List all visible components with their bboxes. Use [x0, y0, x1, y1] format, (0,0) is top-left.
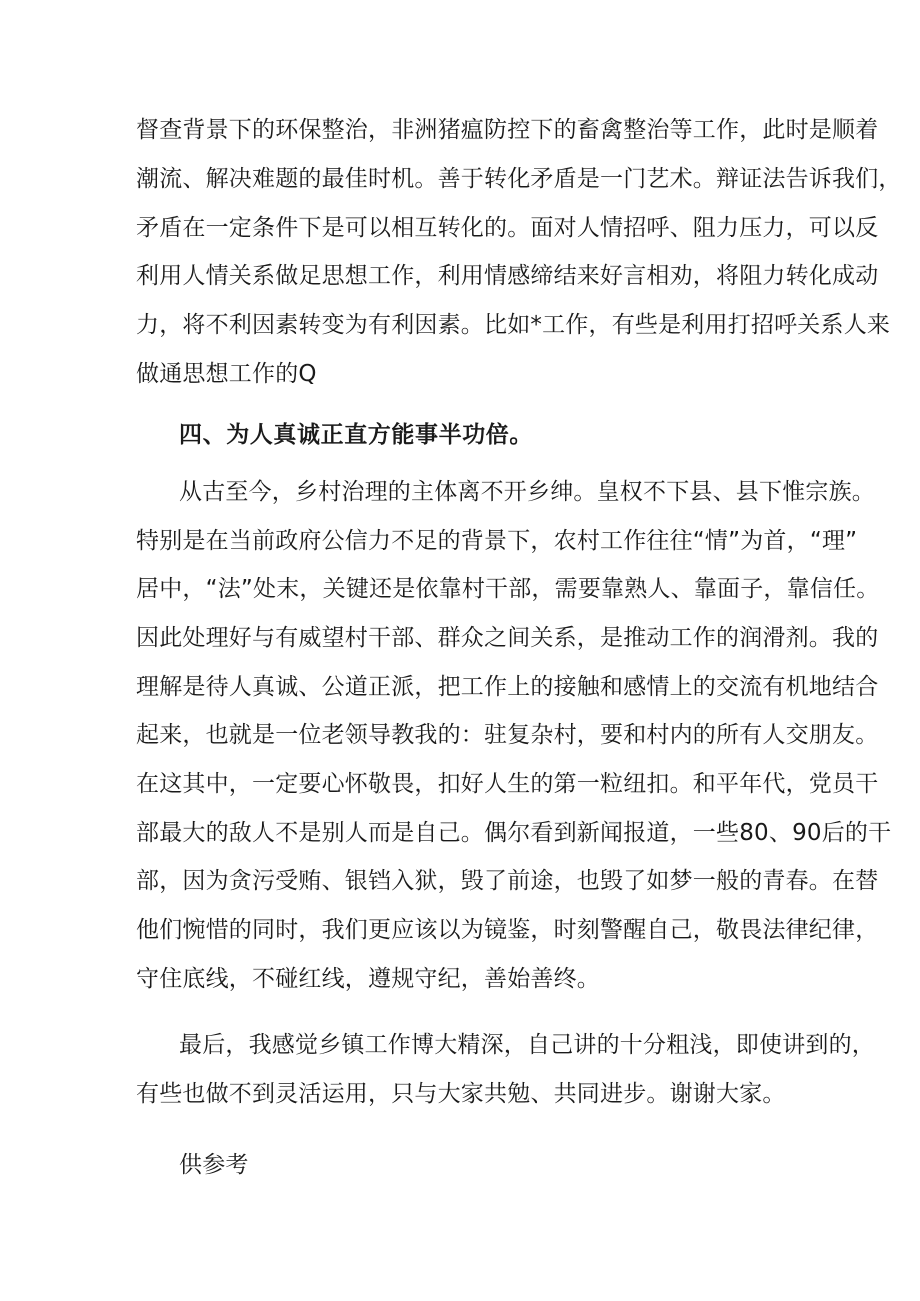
paragraph-line: 起来，也就是一位老领导教我的：驻复杂村，要和村内的所有人交朋友。	[136, 722, 879, 748]
paragraph-line: 从古至今，乡村治理的主体离不开乡绅。皇权不下县、县下惟宗族。	[179, 479, 875, 505]
paragraph-line: 利用人情关系做足思想工作，利用情感缔结来好言相劝，将阻力转化成动	[136, 263, 879, 289]
paragraph-line: 最后，我感觉乡镇工作博大精深，自己讲的十分粗浅，即使讲到的，	[179, 1032, 875, 1058]
closing-note: 供参考	[179, 1152, 249, 1178]
paragraph-line: 督查背景下的环保整治，非洲猪瘟防控下的畜禽整治等工作，此时是顺着	[136, 117, 879, 143]
paragraph-line: 居中，“法”处末，关键还是依靠村干部，需要靠熟人、靠面子，靠信任。	[136, 576, 880, 602]
paragraph-line: 部最大的敌人不是别人而是自己。偶尔看到新闻报道，一些80、90后的干	[136, 820, 892, 846]
paragraph-line: 部，因为贪污受贿、银铛入狱，毁了前途，也毁了如梦一般的青春。在替	[136, 868, 879, 894]
paragraph-line: 特别是在当前政府公信力不足的背景下，农村工作往往“情”为首，“理”	[136, 528, 858, 554]
section-heading: 四、为人真诚正直方能事半功倍。	[179, 422, 533, 448]
paragraph-line: 有些也做不到灵活运用，只与大家共勉、共同进步。谢谢大家。	[136, 1081, 786, 1107]
paragraph-line: 潮流、解决难题的最佳时机。善于转化矛盾是一门艺术。辩证法告诉我们，	[136, 166, 902, 192]
paragraph-line: 矛盾在一定条件下是可以相互转化的。面对人情招呼、阻力压力，可以反	[136, 215, 879, 241]
paragraph-line: 力，将不利因素转变为有利因素。比如*工作，有些是利用打招呼关系人来	[136, 312, 891, 338]
paragraph-line: 他们惋惜的同时，我们更应该以为镜鉴，时刻警醒自己，敬畏法律纪律，	[136, 917, 879, 943]
paragraph-line: 因此处理好与有威望村干部、群众之间关系，是推动工作的润滑剂。我的	[136, 625, 879, 651]
paragraph-line: 在这其中，一定要心怀敬畏，扣好人生的第一粒纽扣。和平年代，党员干	[136, 771, 879, 797]
paragraph-line: 做通思想工作的Q	[136, 361, 317, 387]
paragraph-line: 理解是待人真诚、公道正派，把工作上的接触和感情上的交流有机地结合	[136, 674, 879, 700]
paragraph-line: 守住底线，不碰红线，遵规守纪，善始善终。	[136, 966, 600, 992]
